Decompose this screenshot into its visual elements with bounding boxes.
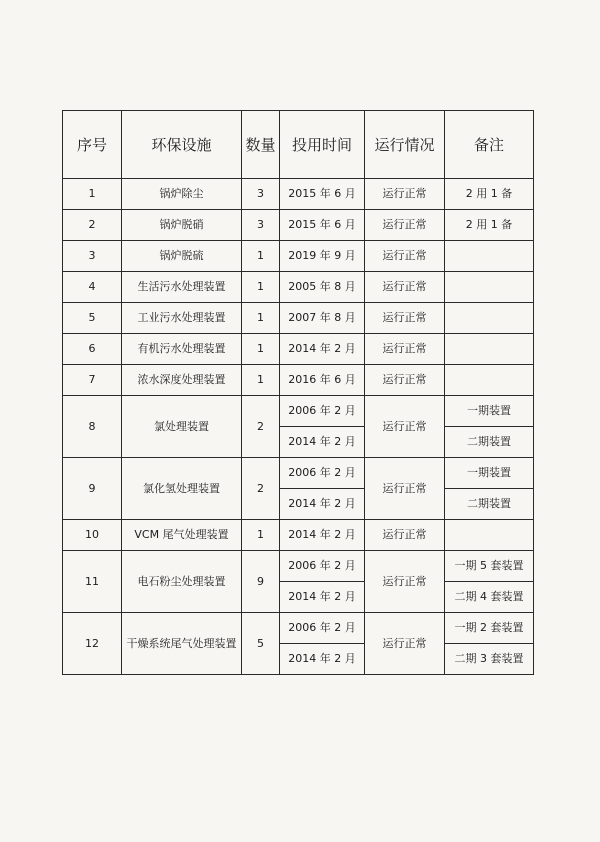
row-remark [445,241,534,272]
row-remark [445,365,534,396]
row-quantity: 3 [242,179,280,210]
row-remark [445,334,534,365]
environmental-facilities-table [62,110,534,675]
table-row [63,613,534,644]
row-remark [445,272,534,303]
row-remark: 2 用 1 备 [445,179,534,210]
row-serial-no: 10 [63,520,122,551]
row-remark [445,303,534,334]
row-commission-date: 2014 年 2 月 [280,427,365,458]
header-facility: 环保设施 [122,111,242,179]
row-quantity: 2 [242,396,280,458]
row-commission-date: 2014 年 2 月 [280,489,365,520]
header-operating-status: 运行情况 [365,111,445,179]
row-commission-date: 2006 年 2 月 [280,458,365,489]
row-serial-no: 4 [63,272,122,303]
row-commission-date: 2014 年 2 月 [280,644,365,675]
row-quantity: 3 [242,210,280,241]
table-row [63,365,534,396]
row-serial-no: 12 [63,613,122,675]
row-facility: 浓水深度处理装置 [122,365,242,396]
row-commission-date: 2015 年 6 月 [280,179,365,210]
row-commission-date: 2006 年 2 月 [280,613,365,644]
table-row [63,303,534,334]
row-quantity: 9 [242,551,280,613]
table-row [63,520,534,551]
row-facility: 有机污水处理装置 [122,334,242,365]
table-row [63,551,534,582]
row-quantity: 1 [242,520,280,551]
row-operating-status: 运行正常 [365,520,445,551]
row-remark: 一期装置 [445,458,534,489]
row-remark: 二期 4 套装置 [445,582,534,613]
row-serial-no: 9 [63,458,122,520]
row-operating-status: 运行正常 [365,334,445,365]
table-row [63,241,534,272]
row-serial-no: 5 [63,303,122,334]
table-header-row [63,111,534,179]
row-commission-date: 2005 年 8 月 [280,272,365,303]
row-remark: 一期 5 套装置 [445,551,534,582]
table-row [63,210,534,241]
header-remarks: 备注 [445,111,534,179]
table-row [63,458,534,489]
row-remark: 2 用 1 备 [445,210,534,241]
row-operating-status: 运行正常 [365,179,445,210]
row-operating-status: 运行正常 [365,272,445,303]
row-serial-no: 7 [63,365,122,396]
row-facility: 锅炉脱硫 [122,241,242,272]
row-operating-status: 运行正常 [365,551,445,613]
table-row [63,272,534,303]
row-facility: 氯处理装置 [122,396,242,458]
row-remark: 一期装置 [445,396,534,427]
row-facility: 锅炉除尘 [122,179,242,210]
row-serial-no: 1 [63,179,122,210]
row-quantity: 1 [242,272,280,303]
row-quantity: 1 [242,334,280,365]
row-commission-date: 2019 年 9 月 [280,241,365,272]
row-commission-date: 2007 年 8 月 [280,303,365,334]
row-operating-status: 运行正常 [365,365,445,396]
header-serial-no: 序号 [63,111,122,179]
row-serial-no: 3 [63,241,122,272]
row-commission-date: 2014 年 2 月 [280,582,365,613]
row-remark: 二期装置 [445,427,534,458]
row-quantity: 5 [242,613,280,675]
row-remark [445,520,534,551]
row-commission-date: 2015 年 6 月 [280,210,365,241]
row-serial-no: 8 [63,396,122,458]
row-serial-no: 11 [63,551,122,613]
row-commission-date: 2006 年 2 月 [280,396,365,427]
row-operating-status: 运行正常 [365,303,445,334]
row-commission-date: 2014 年 2 月 [280,334,365,365]
row-quantity: 1 [242,241,280,272]
row-remark: 二期 3 套装置 [445,644,534,675]
row-facility: 电石粉尘处理装置 [122,551,242,613]
row-facility: 氯化氢处理装置 [122,458,242,520]
row-remark: 一期 2 套装置 [445,613,534,644]
row-commission-date: 2016 年 6 月 [280,365,365,396]
row-facility: 干燥系统尾气处理装置 [122,613,242,675]
row-remark: 二期装置 [445,489,534,520]
row-commission-date: 2014 年 2 月 [280,520,365,551]
row-operating-status: 运行正常 [365,241,445,272]
table-row [63,396,534,427]
row-facility: 生活污水处理装置 [122,272,242,303]
row-operating-status: 运行正常 [365,396,445,458]
row-serial-no: 6 [63,334,122,365]
row-facility: 工业污水处理装置 [122,303,242,334]
row-operating-status: 运行正常 [365,613,445,675]
row-commission-date: 2006 年 2 月 [280,551,365,582]
row-serial-no: 2 [63,210,122,241]
header-commission-date: 投用时间 [280,111,365,179]
row-facility: 锅炉脱硝 [122,210,242,241]
row-quantity: 2 [242,458,280,520]
row-operating-status: 运行正常 [365,210,445,241]
row-quantity: 1 [242,365,280,396]
header-quantity: 数量 [242,111,280,179]
row-operating-status: 运行正常 [365,458,445,520]
row-facility: VCM 尾气处理装置 [122,520,242,551]
table-row [63,334,534,365]
row-quantity: 1 [242,303,280,334]
table-row [63,179,534,210]
